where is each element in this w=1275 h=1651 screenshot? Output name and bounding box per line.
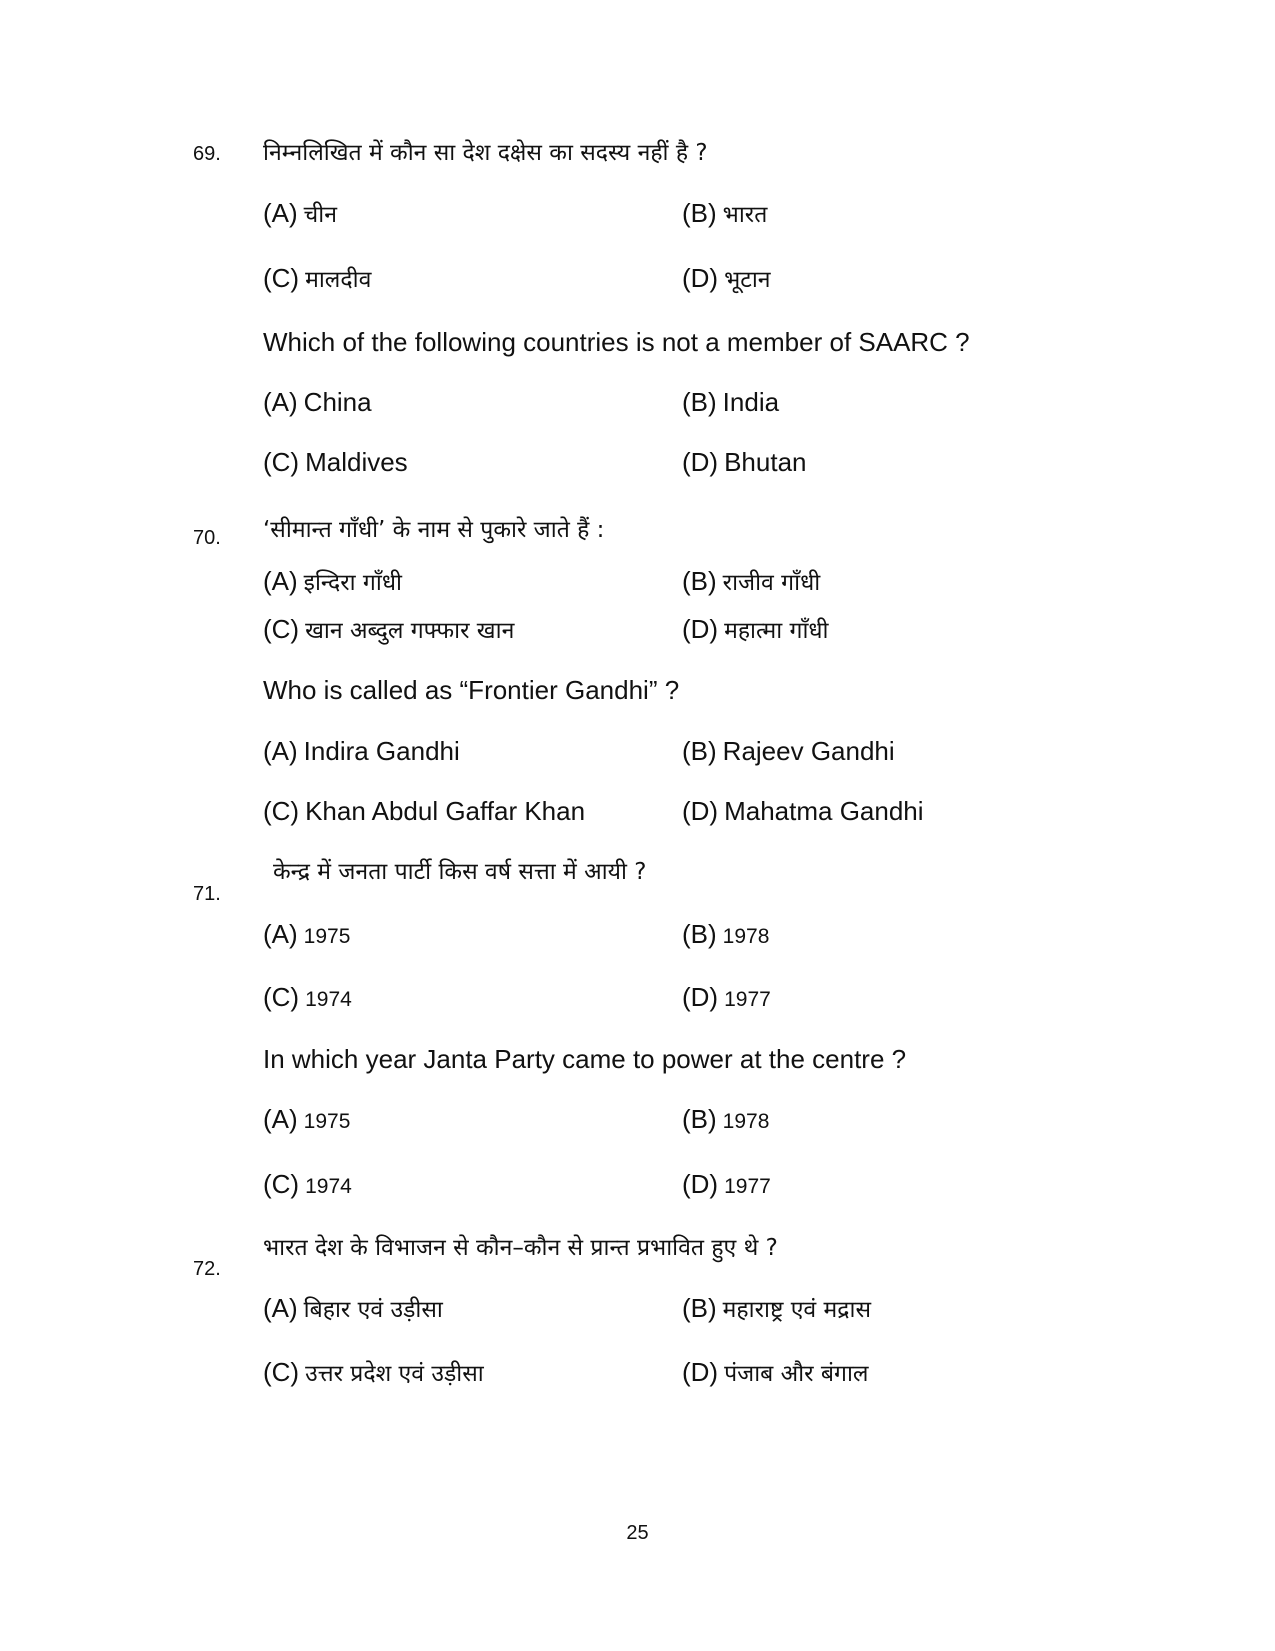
option-c-english: (C) 1974 bbox=[263, 1169, 352, 1199]
option-b-hindi: (B) राजीव गाँधी bbox=[682, 566, 821, 596]
option-c-hindi: (C) उत्तर प्रदेश एवं उड़ीसा bbox=[263, 1357, 484, 1387]
option-c-hindi: (C) मालदीव bbox=[263, 263, 372, 293]
option-b-english: (B) 1978 bbox=[682, 1104, 770, 1134]
option-d-english: (D) Bhutan bbox=[682, 447, 807, 477]
option-a-english: (A) Indira Gandhi bbox=[263, 736, 460, 766]
option-c-english: (C) Maldives bbox=[263, 447, 408, 477]
question-text-english: In which year Janta Party came to power at the centre ? bbox=[263, 1044, 907, 1074]
option-d-hindi: (D) भूटान bbox=[682, 263, 771, 293]
option-b-english: (B) Rajeev Gandhi bbox=[682, 736, 895, 766]
option-d-hindi: (D) 1977 bbox=[682, 982, 771, 1012]
question-text-hindi: भारत देश के विभाजन से कौन–कौन से प्रान्त प्रभावित हुए थे ? bbox=[263, 1235, 778, 1261]
option-d-hindi: (D) महात्मा गाँधी bbox=[682, 614, 829, 644]
page-number: 25 bbox=[626, 1522, 649, 1544]
option-c-hindi: (C) 1974 bbox=[263, 982, 352, 1012]
question-number: 69. bbox=[193, 143, 221, 165]
option-c-english: (C) Khan Abdul Gaffar Khan bbox=[263, 796, 586, 826]
option-b-hindi: (B) महाराष्ट्र एवं मद्रास bbox=[682, 1293, 871, 1323]
question-text-hindi: केन्द्र में जनता पार्टी किस वर्ष सत्ता में आयी ? bbox=[273, 859, 647, 885]
option-c-hindi: (C) खान अब्दुल गफ्फार खान bbox=[263, 614, 515, 644]
question-number: 72. bbox=[193, 1258, 221, 1280]
option-a-english: (A) 1975 bbox=[263, 1104, 351, 1134]
question-text-hindi: ‘सीमान्त गाँधी’ के नाम से पुकारे जाते हैं : bbox=[263, 517, 605, 543]
option-d-english: (D) 1977 bbox=[682, 1169, 771, 1199]
option-d-english: (D) Mahatma Gandhi bbox=[682, 796, 924, 826]
option-b-hindi: (B) 1978 bbox=[682, 919, 770, 949]
option-b-hindi: (B) भारत bbox=[682, 198, 768, 228]
question-text-english: Who is called as “Frontier Gandhi” ? bbox=[263, 675, 680, 705]
option-a-hindi: (A) इन्दिरा गाँधी bbox=[263, 566, 402, 596]
question-text-english: Which of the following countries is not a member of SAARC ? bbox=[263, 327, 970, 357]
question-number: 71. bbox=[193, 883, 221, 905]
option-b-english: (B) India bbox=[682, 387, 780, 417]
option-a-hindi: (A) बिहार एवं उड़ीसा bbox=[263, 1293, 443, 1323]
option-d-hindi: (D) पंजाब और बंगाल bbox=[682, 1357, 869, 1387]
question-text-hindi: निम्नलिखित में कौन सा देश दक्षेस का सदस्य नहीं है ? bbox=[263, 140, 708, 166]
question-number: 70. bbox=[193, 527, 221, 549]
option-a-english: (A) China bbox=[263, 387, 372, 417]
option-a-hindi: (A) 1975 bbox=[263, 919, 351, 949]
option-a-hindi: (A) चीन bbox=[263, 198, 337, 228]
